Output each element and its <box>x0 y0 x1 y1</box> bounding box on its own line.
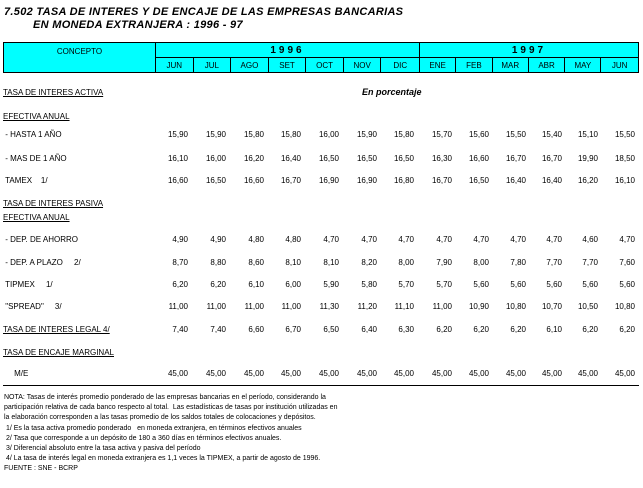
table-cell: 16,10 <box>167 154 188 163</box>
table-cell: 45,00 <box>393 369 414 378</box>
table-cell: 8,10 <box>323 258 339 267</box>
table-title-line-2: EN MONEDA EXTRANJERA : 1996 - 97 <box>33 19 243 31</box>
table-cell: 16,70 <box>280 176 301 185</box>
table-cell: 6,20 <box>210 280 226 289</box>
table-cell: 8,80 <box>210 258 226 267</box>
table-cell: 8,10 <box>285 258 301 267</box>
table-row <box>3 235 639 247</box>
table-cell: 45,00 <box>318 369 339 378</box>
table-cell: 8,00 <box>473 258 489 267</box>
table-cell: 6,10 <box>248 280 264 289</box>
table-cell: 16,90 <box>318 176 339 185</box>
table-cell: 45,00 <box>356 369 377 378</box>
table-cell: 15,50 <box>505 130 526 139</box>
bottom-rule <box>3 385 639 386</box>
month-header: JUN <box>156 58 194 72</box>
table-cell: 11,00 <box>281 302 301 311</box>
table-cell: 11,00 <box>206 302 226 311</box>
table-cell: 7,70 <box>546 258 562 267</box>
table-cell: 5,60 <box>619 280 635 289</box>
month-header: FEB <box>456 58 492 72</box>
table-cell: 8,00 <box>398 258 414 267</box>
table-cell: 16,40 <box>541 176 562 185</box>
table-cell: 4,70 <box>510 235 526 244</box>
table-cell: 5,60 <box>546 280 562 289</box>
table-cell: 4,90 <box>210 235 226 244</box>
table-cell: 6,00 <box>285 280 301 289</box>
table-cell: 16,50 <box>205 176 226 185</box>
table-cell: 11,20 <box>357 302 377 311</box>
table-cell: 6,20 <box>473 325 489 334</box>
table-header <box>3 42 639 73</box>
header-year-1996 <box>156 43 420 72</box>
table-cell: 45,00 <box>167 369 188 378</box>
table-cell: 15,80 <box>393 130 414 139</box>
table-cell: 15,50 <box>614 130 635 139</box>
table-cell: 11,10 <box>394 302 414 311</box>
table-cell: 16,10 <box>614 176 635 185</box>
footnote-line: 3/ Diferencial absoluto entre la tasa activa y pasiva del período <box>4 445 201 453</box>
table-cell: 4,70 <box>619 235 635 244</box>
footnotes <box>4 393 337 475</box>
month-header: ABR <box>529 58 565 72</box>
month-header: DIC <box>393 60 408 70</box>
table-cell: 10,90 <box>468 302 489 311</box>
table-cell: 16,80 <box>393 176 414 185</box>
table-cell: 15,90 <box>205 130 226 139</box>
table-row <box>3 88 639 100</box>
table-cell: 7,40 <box>210 325 226 334</box>
table-cell: 6,20 <box>436 325 452 334</box>
table-cell: 4,80 <box>285 235 301 244</box>
table-cell: 10,50 <box>577 302 598 311</box>
row-label: TASA DE INTERES ACTIVA <box>3 88 104 97</box>
table-row <box>3 130 639 142</box>
table-cell: 6,20 <box>510 325 526 334</box>
row-label: TAMEX 1/ <box>3 176 48 185</box>
table-title-line-1: 7.502 TASA DE INTERES Y DE ENCAJE DE LAS EMPRESAS BANCARIAS <box>4 6 404 18</box>
table-cell: 45,00 <box>614 369 635 378</box>
table-cell: 45,00 <box>577 369 598 378</box>
table-cell: 16,50 <box>356 154 377 163</box>
table-row <box>3 348 639 360</box>
unit-note: En porcentaje <box>362 87 422 97</box>
table-row <box>3 258 639 270</box>
table-cell: 16,00 <box>205 154 226 163</box>
month-header: NOV <box>344 58 382 72</box>
table-cell: 6,20 <box>172 280 188 289</box>
row-label: TIPMEX 1/ <box>3 280 53 289</box>
table-cell: 16,70 <box>541 154 562 163</box>
table-cell: 45,00 <box>431 369 452 378</box>
table-cell: 6,20 <box>619 325 635 334</box>
footnote-line: NOTA: Tasas de interés promedio ponderado de las empresas bancarias en el período, considerando la <box>4 394 326 401</box>
table-cell: 4,60 <box>582 235 598 244</box>
month-header: AGO <box>231 58 269 72</box>
table-cell: 5,60 <box>473 280 489 289</box>
table-cell: 8,70 <box>172 258 188 267</box>
table-cell: 7,60 <box>619 258 635 267</box>
table-cell: 4,70 <box>436 235 452 244</box>
header-concepto: CONCEPTO <box>4 43 156 72</box>
row-label: - HASTA 1 AÑO <box>3 130 62 139</box>
table-cell: 4,90 <box>172 235 188 244</box>
table-cell: 45,00 <box>468 369 489 378</box>
footnote-line: participación relativa de cada banco respecto al total. Las estadísticas de tasas por institución utilizadas en <box>4 404 338 412</box>
year-label: 1997 <box>420 43 638 58</box>
table-cell: 5,70 <box>436 280 452 289</box>
table-cell: 16,50 <box>393 154 414 163</box>
table-cell: 10,80 <box>505 302 526 311</box>
table-row <box>3 280 639 292</box>
table-cell: 16,40 <box>280 154 301 163</box>
month-header: JUL <box>194 58 232 72</box>
header-year-1997 <box>420 43 638 72</box>
table-cell: 8,20 <box>361 258 377 267</box>
table-cell: 4,70 <box>473 235 489 244</box>
table-cell: 16,90 <box>356 176 377 185</box>
table-cell: 16,00 <box>318 130 339 139</box>
table-row <box>3 176 639 188</box>
table-cell: 45,00 <box>505 369 526 378</box>
table-cell: 6,40 <box>361 325 377 334</box>
footnote-line: 2/ Tasa que corresponde a un depósito de 180 a 360 días en términos efectivos anuales. <box>4 434 282 442</box>
table-cell: 16,40 <box>505 176 526 185</box>
row-label: TASA DE INTERES PASIVA <box>3 199 104 208</box>
year-label: 1996 <box>156 43 419 58</box>
table-cell: 10,70 <box>541 302 562 311</box>
table-row <box>3 369 639 381</box>
table-cell: 15,40 <box>541 130 562 139</box>
row-label: TASA DE ENCAJE MARGINAL <box>3 348 114 357</box>
table-cell: 15,90 <box>167 130 188 139</box>
row-label: EFECTIVA ANUAL <box>3 213 70 222</box>
table-cell: 18,50 <box>614 154 635 163</box>
month-header: OCT <box>306 58 344 72</box>
table-row <box>3 325 639 337</box>
table-cell: 45,00 <box>280 369 301 378</box>
table-cell: 6,20 <box>582 325 598 334</box>
table-cell: 15,80 <box>280 130 301 139</box>
table-cell: 4,80 <box>248 235 264 244</box>
table-cell: 4,70 <box>361 235 377 244</box>
table-cell: 19,90 <box>577 154 598 163</box>
table-cell: 6,70 <box>285 325 301 334</box>
table-cell: 7,70 <box>582 258 598 267</box>
table-cell: 16,70 <box>431 176 452 185</box>
table-cell: 8,60 <box>248 258 264 267</box>
table-cell: 5,90 <box>323 280 339 289</box>
row-label: M/E <box>3 369 29 378</box>
table-row <box>3 302 639 314</box>
table-cell: 7,90 <box>436 258 452 267</box>
row-label: TASA DE INTERES LEGAL 4/ <box>3 325 110 334</box>
table-cell: 11,30 <box>319 302 339 311</box>
month-header: SET <box>269 58 307 72</box>
table-cell: 5,70 <box>398 280 414 289</box>
table-cell: 15,10 <box>577 130 598 139</box>
table-cell: 15,60 <box>468 130 489 139</box>
table-cell: 5,60 <box>510 280 526 289</box>
table-cell: 16,20 <box>243 154 264 163</box>
month-header: MAY <box>565 58 601 72</box>
table-cell: 45,00 <box>243 369 264 378</box>
table-row <box>3 112 639 124</box>
table-cell: 16,20 <box>577 176 598 185</box>
footnote-line: la elaboración corresponden a las tasas promedio de los saldos totales de colocaciones y depósitos. <box>4 414 316 422</box>
table-cell: 4,70 <box>323 235 339 244</box>
footnote-line: 1/ Es la tasa activa promedio ponderado en moneda extranjera, en términos efectivos anuales <box>4 424 302 432</box>
table-cell: 11,00 <box>168 302 188 311</box>
table-cell: 16,50 <box>468 176 489 185</box>
table-cell: 15,70 <box>431 130 452 139</box>
row-label: - DEP. DE AHORRO <box>3 235 78 244</box>
month-header: JUN <box>611 60 628 70</box>
table-cell: 5,60 <box>582 280 598 289</box>
table-row <box>3 199 639 211</box>
table-cell: 6,10 <box>546 325 562 334</box>
table-cell: 7,80 <box>510 258 526 267</box>
table-cell: 6,50 <box>323 325 339 334</box>
table-cell: 10,80 <box>614 302 635 311</box>
table-cell: 16,60 <box>243 176 264 185</box>
month-header: ENE <box>420 58 456 72</box>
month-header: MAR <box>493 58 529 72</box>
row-label: - DEP. A PLAZO 2/ <box>3 258 81 267</box>
table-cell: 16,50 <box>318 154 339 163</box>
table-row <box>3 213 639 225</box>
table-cell: 45,00 <box>205 369 226 378</box>
row-label: "SPREAD" 3/ <box>3 302 62 311</box>
table-row <box>3 154 639 166</box>
footnote-line: 4/ La tasa de interés legal en moneda extranjera es 1,1 veces la TIPMEX, a partir de agosto de 1996. <box>4 455 321 463</box>
table-cell: 16,30 <box>431 154 452 163</box>
table-cell: 6,30 <box>398 325 414 334</box>
table-cell: 7,40 <box>172 325 188 334</box>
table-cell: 16,70 <box>505 154 526 163</box>
table-cell: 16,60 <box>468 154 489 163</box>
row-label: EFECTIVA ANUAL <box>3 112 70 121</box>
row-label: - MAS DE 1 AÑO <box>3 154 67 163</box>
table-cell: 45,00 <box>541 369 562 378</box>
source-note: FUENTE : SNE - BCRP <box>4 465 78 473</box>
table-cell: 15,90 <box>356 130 377 139</box>
table-cell: 11,00 <box>244 302 264 311</box>
table-cell: 16,60 <box>167 176 188 185</box>
table-cell: 6,60 <box>248 325 264 334</box>
table-cell: 4,70 <box>398 235 414 244</box>
table-cell: 15,80 <box>243 130 264 139</box>
table-cell: 11,00 <box>432 302 452 311</box>
table-cell: 5,80 <box>361 280 377 289</box>
table-cell: 4,70 <box>546 235 562 244</box>
